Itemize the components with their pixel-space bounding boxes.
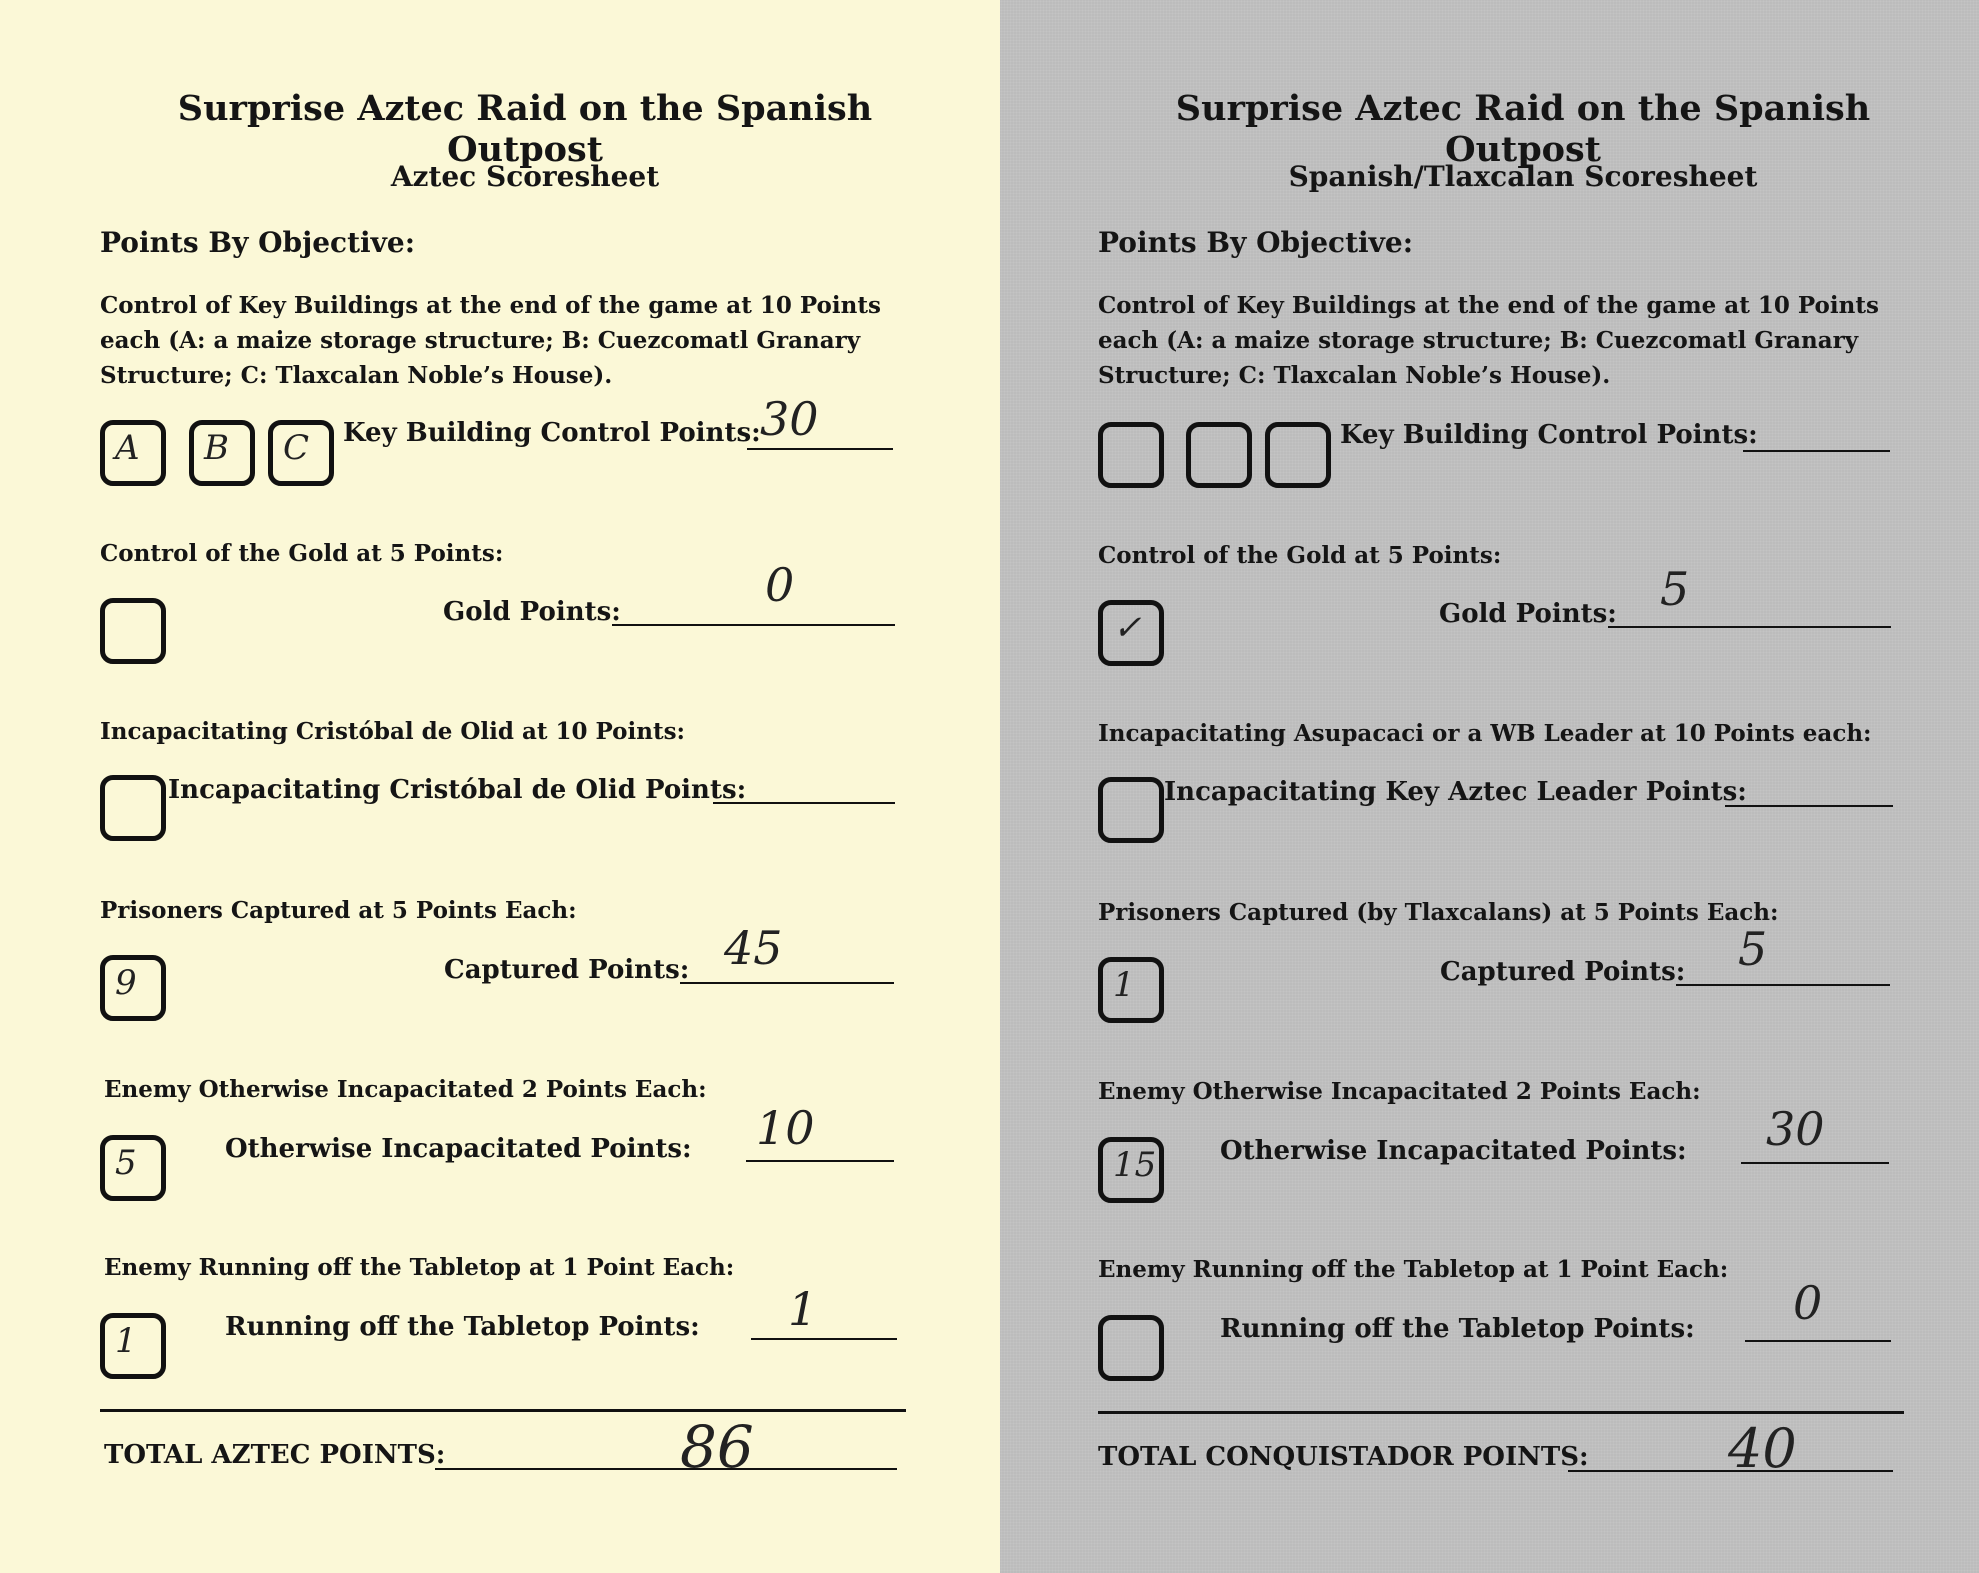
gold-checkbox[interactable]: [1098, 600, 1164, 666]
building-a-checkbox[interactable]: [1098, 422, 1164, 488]
prisoners-box-mark: 1: [1113, 965, 1135, 1005]
incapacitated-points-label: Otherwise Incapacitated Points:: [1220, 1136, 1687, 1166]
incapacitated-objective-label: Enemy Otherwise Incapacitated 2 Points Each:: [104, 1076, 707, 1103]
prisoners-objective-label: Prisoners Captured (by Tlaxcalans) at 5 Points Each:: [1098, 899, 1779, 926]
building-c-checkbox[interactable]: [268, 420, 334, 486]
incapacitated-points-line[interactable]: [1741, 1162, 1889, 1164]
key-building-points-line[interactable]: [1743, 450, 1890, 452]
key-building-points-label: Key Building Control Points:: [1340, 420, 1758, 450]
running-points-value: 0: [1793, 1276, 1823, 1330]
gold-box-mark: ✓: [1113, 608, 1142, 648]
gold-objective-label: Control of the Gold at 5 Points:: [100, 540, 504, 567]
total-points-line[interactable]: [435, 1468, 897, 1470]
incapacitated-checkbox[interactable]: [1098, 1137, 1164, 1203]
running-objective-label: Enemy Running off the Tabletop at 1 Point Each:: [1098, 1256, 1729, 1283]
total-points-label: TOTAL CONQUISTADOR POINTS:: [1098, 1442, 1589, 1472]
gold-points-label: Gold Points:: [1439, 599, 1617, 629]
running-checkbox[interactable]: [100, 1313, 166, 1379]
prisoners-checkbox[interactable]: [1098, 957, 1164, 1023]
prisoners-objective-label: Prisoners Captured at 5 Points Each:: [100, 897, 577, 924]
building-a-checkbox[interactable]: [100, 420, 166, 486]
gold-points-value: 0: [765, 558, 795, 612]
total-points-label: TOTAL AZTEC POINTS:: [104, 1440, 446, 1470]
scoresheet-title: Surprise Aztec Raid on the Spanish Outpost: [1175, 88, 1871, 170]
gold-points-line[interactable]: [612, 624, 895, 626]
gold-checkbox[interactable]: [100, 598, 166, 664]
section-heading: Points By Objective:: [100, 226, 416, 259]
leader-objective-label: Incapacitating Asupacaci or a WB Leader at 10 Points each:: [1098, 720, 1872, 747]
total-points-value: 86: [680, 1413, 754, 1481]
captured-points-line[interactable]: [680, 982, 894, 984]
running-box-mark: 1: [115, 1321, 137, 1361]
gold-points-line[interactable]: [1608, 626, 1891, 628]
building-a-mark: A: [115, 428, 140, 468]
captured-points-value: 45: [724, 921, 783, 975]
captured-points-value: 5: [1738, 922, 1768, 976]
total-divider: [100, 1409, 906, 1412]
leader-objective-label: Incapacitating Cristóbal de Olid at 10 Points:: [100, 718, 686, 745]
building-b-mark: B: [204, 428, 229, 468]
incapacitated-points-value: 10: [756, 1101, 815, 1155]
key-buildings-description: Control of Key Buildings at the end of the game at 10 Points each (A: a maize storage structure; B: Cuezcomatl Granary Structure; C: Tlaxcalan Noble’s House).: [1098, 292, 1879, 389]
leader-points-line[interactable]: [713, 802, 895, 804]
leader-points-label: Incapacitating Cristóbal de Olid Points:: [168, 775, 747, 805]
key-building-points-label: Key Building Control Points:: [343, 418, 761, 448]
total-divider: [1098, 1411, 1904, 1414]
spanish-scoresheet: [1000, 0, 1979, 1573]
running-objective-label: Enemy Running off the Tabletop at 1 Point Each:: [104, 1254, 735, 1281]
leader-checkbox[interactable]: [100, 775, 166, 841]
running-points-line[interactable]: [751, 1338, 897, 1340]
gold-points-label: Gold Points:: [443, 597, 621, 627]
incapacitated-points-value: 30: [1766, 1102, 1825, 1156]
gold-points-value: 5: [1660, 562, 1690, 616]
building-c-mark: C: [283, 428, 310, 468]
leader-checkbox[interactable]: [1098, 777, 1164, 843]
incapacitated-points-line[interactable]: [746, 1160, 894, 1162]
building-c-checkbox[interactable]: [1265, 422, 1331, 488]
prisoners-box-mark: 9: [115, 963, 137, 1003]
running-points-line[interactable]: [1745, 1340, 1891, 1342]
key-building-points-value: 30: [760, 392, 819, 446]
incapacitated-points-label: Otherwise Incapacitated Points:: [225, 1134, 692, 1164]
key-buildings-description: Control of Key Buildings at the end of the game at 10 Points each (A: a maize storage structure; B: Cuezcomatl Granary Structure; C: Tlaxcalan Noble’s House).: [100, 292, 881, 389]
section-heading: Points By Objective:: [1098, 226, 1414, 259]
incapacitated-objective-label: Enemy Otherwise Incapacitated 2 Points Each:: [1098, 1078, 1701, 1105]
building-b-checkbox[interactable]: [1186, 422, 1252, 488]
incapacitated-box-mark: 15: [1113, 1145, 1157, 1185]
running-checkbox[interactable]: [1098, 1315, 1164, 1381]
captured-points-label: Captured Points:: [1440, 957, 1686, 987]
leader-points-line[interactable]: [1725, 805, 1893, 807]
scoresheet-subtitle: Aztec Scoresheet: [390, 160, 660, 193]
building-b-checkbox[interactable]: [189, 420, 255, 486]
incapacitated-checkbox[interactable]: [100, 1135, 166, 1201]
total-points-value: 40: [1728, 1417, 1797, 1480]
leader-points-label: Incapacitating Key Aztec Leader Points:: [1164, 777, 1747, 807]
captured-points-line[interactable]: [1676, 984, 1890, 986]
key-building-points-line[interactable]: [747, 448, 893, 450]
gold-objective-label: Control of the Gold at 5 Points:: [1098, 542, 1502, 569]
running-points-label: Running off the Tabletop Points:: [1220, 1314, 1695, 1344]
running-points-label: Running off the Tabletop Points:: [225, 1312, 700, 1342]
incapacitated-box-mark: 5: [115, 1143, 137, 1183]
running-points-value: 1: [788, 1282, 818, 1336]
captured-points-label: Captured Points:: [444, 955, 690, 985]
prisoners-checkbox[interactable]: [100, 955, 166, 1021]
scoresheet-title: Surprise Aztec Raid on the Spanish Outpost: [177, 88, 873, 170]
scoresheet-subtitle: Spanish/Tlaxcalan Scoresheet: [1288, 160, 1758, 193]
